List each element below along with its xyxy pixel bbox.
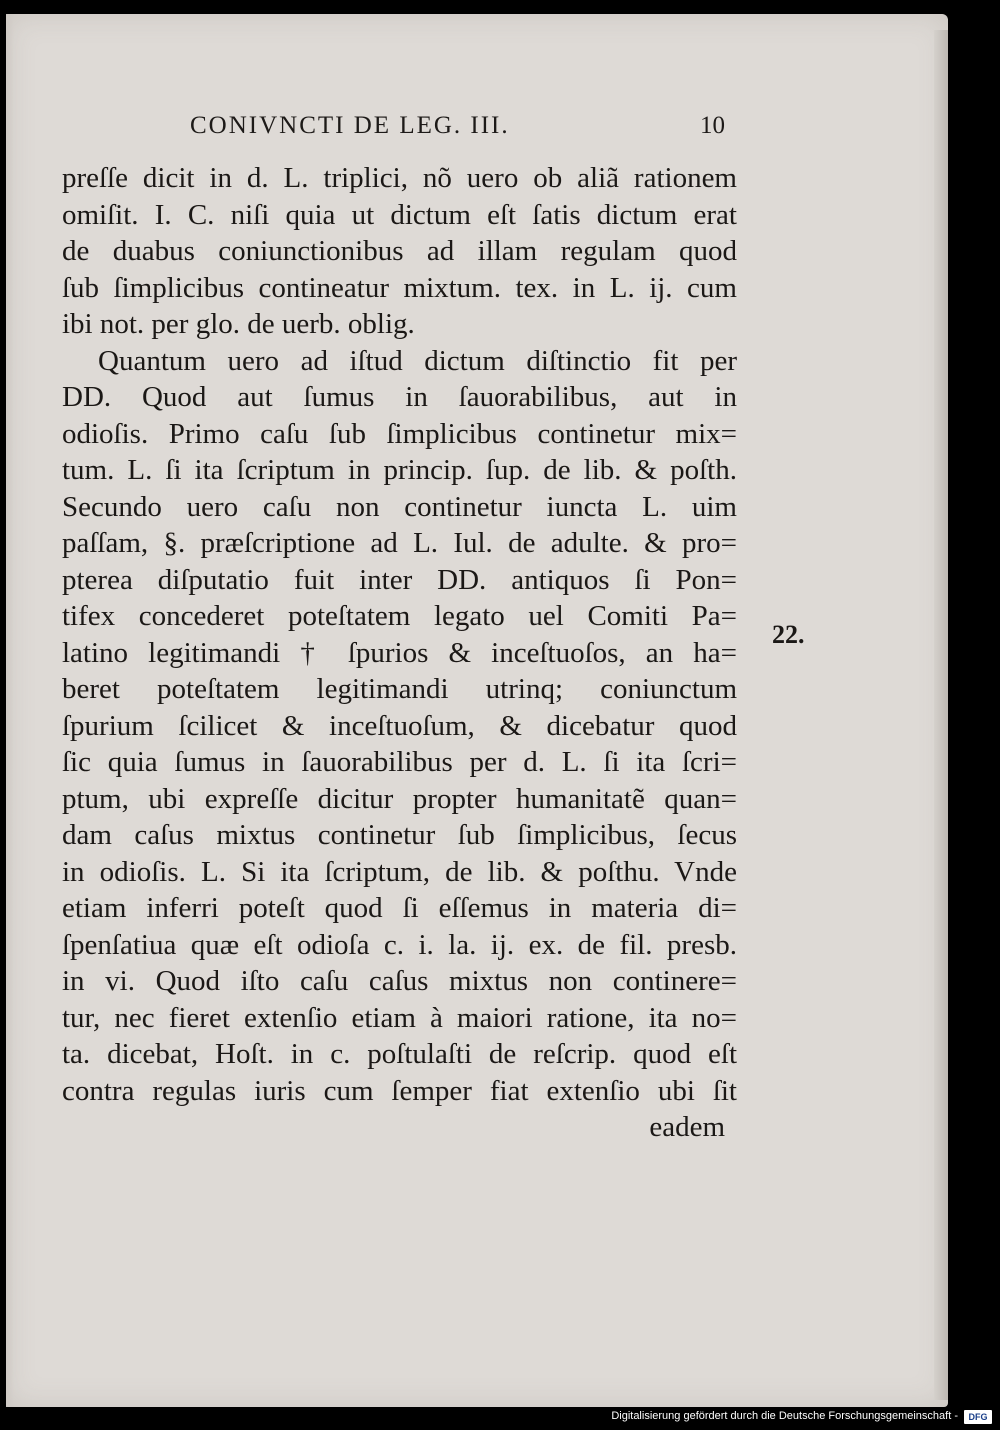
text-line: paſſam, §. præſcriptione ad L. Iul. de adulte. & pro= xyxy=(62,527,737,559)
text-line: odioſis. Primo caſu ſub ſimplicibus continetur mix= xyxy=(62,417,737,450)
dfg-logo-icon: DFG xyxy=(964,1410,992,1424)
text-line: ſpurium ſcilicet & inceſtuoſum, & dicebatur quod xyxy=(62,709,737,742)
text-line: tur, nec fieret extenſio etiam à maiori ratione, ita no= xyxy=(62,1001,737,1034)
text-block xyxy=(62,160,737,1146)
text-line: dam caſus mixtus continetur ſub ſimplicibus, ſecus xyxy=(62,819,737,851)
text-line: Secundo uero caſu non continetur iuncta L. uim xyxy=(62,490,737,523)
text-line: in vi. Quod iſto caſu caſus mixtus non continere= xyxy=(62,965,737,997)
catchword: eadem xyxy=(649,1111,725,1143)
text-line: ptum, ubi expreſſe dicitur propter humanitatẽ quan= xyxy=(62,782,737,815)
text-line: etiam inferri poteſt quod ſi eſſemus in materia di= xyxy=(62,892,737,924)
text-line: beret poteſtatem legitimandi utrinq; coniunctum xyxy=(62,673,737,705)
folio-number: 10 xyxy=(700,112,725,139)
text-line: ſic quia ſumus in ſauorabilibus per d. L. ſi ita ſcri= xyxy=(62,746,737,778)
text-line: ſpenſatiua quæ eſt odioſa c. i. la. ij. ex. de fil. presb. xyxy=(62,928,737,961)
text-line: de duabus coniunctionibus ad illam regulam quod xyxy=(62,235,737,267)
text-line: preſſe dicit in d. L. triplici, nõ uero ob aliã rationem xyxy=(62,162,737,194)
text-line: tifex concederet poteſtatem legato uel Comiti Pa= xyxy=(62,600,737,632)
text-line: pterea diſputatio fuit inter DD. antiquos ſi Pon= xyxy=(62,563,737,596)
page-fore-edge xyxy=(934,30,948,1400)
text-line: in odioſis. L. Si ita ſcriptum, de lib. & poſthu. Vnde xyxy=(62,855,737,888)
text-line: contra regulas iuris cum ſemper fiat extenſio ubi ſit xyxy=(62,1074,737,1107)
text-line: Quantum uero ad iſtud dictum diſtinctio fit per xyxy=(98,344,737,377)
text-line: DD. Quod aut ſumus in ſauorabilibus, aut in xyxy=(62,381,737,413)
marginal-note: 22. xyxy=(772,620,805,649)
running-head: CONIVNCTI DE LEG. III. xyxy=(190,112,510,139)
funding-credit: Digitalisierung gefördert durch die Deutsche Forschungsgemeinschaft - xyxy=(611,1410,958,1422)
text-line: ta. dicebat, Hoſt. in c. poſtulaſti de reſcrip. quod eſt xyxy=(62,1038,737,1070)
text-line: tum. L. ſi ita ſcriptum in princip. ſup. de lib. & poſth. xyxy=(62,454,737,486)
text-line: latino legitimandi † ſpurios & inceſtuoſos, an ha= xyxy=(62,636,737,669)
text-line: omiſit. I. C. niſi quia ut dictum eſt ſatis dictum erat xyxy=(62,198,737,231)
page-gutter-shadow xyxy=(6,14,14,1407)
text-line: ſub ſimplicibus contineatur mixtum. tex. in L. ij. cum xyxy=(62,271,737,304)
footer-bar xyxy=(0,1407,1000,1430)
text-line: ibi not. per glo. de uerb. oblig. xyxy=(62,308,415,340)
